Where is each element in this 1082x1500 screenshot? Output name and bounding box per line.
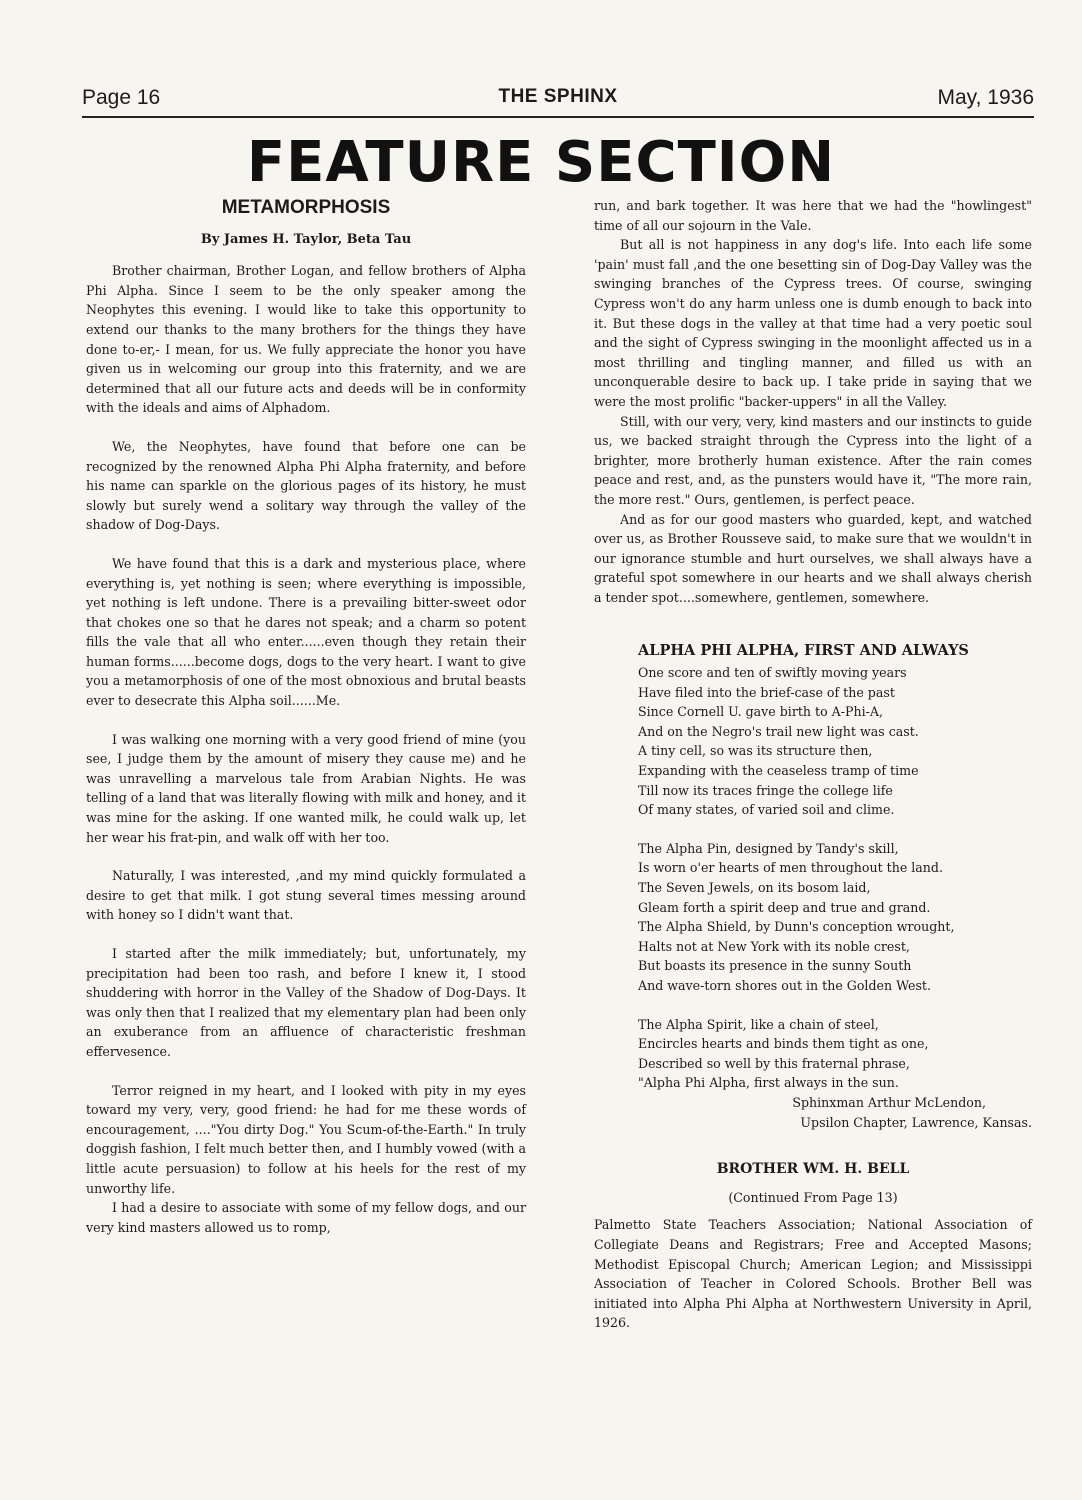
page-number: Page 16 bbox=[82, 86, 161, 109]
right-column bbox=[594, 196, 1032, 1333]
poem bbox=[638, 641, 1032, 1132]
article-paragraph: Naturally, I was interested, ,and my mind quickly formulated a desire to get that milk. I got stung several times messing around with honey so I didn't want that. bbox=[86, 868, 526, 923]
bell-subtitle: (Continued From Page 13) bbox=[728, 1189, 898, 1205]
poem-stanza-2 bbox=[638, 839, 1032, 996]
article-paragraph-continued: But all is not happiness in any dog's life. Into each life some 'pain' must fall ,and the one besetting sin of Dog-Day Valley was the swinging branches of the Cypress trees. Of course, swinging Cypress won't do any harm unless one is dumb enough to back into it. But these dogs in the valley at that time had a very poetic soul and the sight of Cypress swinging in the moonlight affected us in a most thrilling and tingling manner, and filled us with an unconquerable desire to back up. I take pride in saying that we were the most prolific "backer-uppers" in all the Valley. bbox=[594, 237, 1032, 409]
bell-title: BROTHER WM. H. BELL bbox=[716, 1161, 910, 1178]
poem-line: The Seven Jewels, on its bosom laid, bbox=[638, 880, 871, 895]
article-paragraph-continued: run, and bark together. It was here that we had the "howlingest" time of all our sojourn in the Vale. bbox=[594, 198, 1032, 233]
poem-line: The Alpha Pin, designed by Tandy's skill, bbox=[638, 840, 899, 856]
poem-line: Have filed into the brief-case of the past bbox=[638, 684, 895, 700]
article-paragraph: We have found that this is a dark and mysterious place, where everything is, yet nothing is seen; where everything is impossible, yet nothing is left undone. There is a prevailing bitter-sweet odor that chokes one so that he dares not speak; and a charm so potent fills the vale that all who enter......even though they retain their human forms......become dogs, dogs to the very heart. I want to give you a metamorphosis of one of the most obnoxious and brutal beasts ever to desecrate this Alpha soil......Me. bbox=[86, 555, 526, 709]
page-header bbox=[82, 86, 1034, 118]
article-paragraph: I started after the milk immediately; but, unfortunately, my precipitation had been too rash, and before I knew it, I stood shuddering with horror in the Valley of the Shadow of Dog-Days. It was only then that I realized that my elementary plan had been only an exuberance from an affluence of characteristic freshman effervesence. bbox=[86, 946, 526, 1059]
section-banner: FEATURE SECTION bbox=[246, 130, 836, 195]
poem-line: Is worn o'er hearts of men throughout the land. bbox=[638, 860, 943, 876]
poem-line: Till now its traces fringe the college life bbox=[638, 782, 893, 798]
article-paragraph: Brother chairman, Brother Logan, and fellow brothers of Alpha Phi Alpha. Since I seem to be the only speaker among the Neophytes this evening. I would like to take this opportunity to extend our thanks to the many brothers for the things they have done to-er,- I mean, for us. We fully appreciate the honor you have given us in welcoming our group into this fraternity, and we are determined that all our future acts and deeds will be in conformity with the ideals and aims of Alphadom. bbox=[86, 263, 526, 416]
article-paragraph-continued: And as for our good masters who guarded, kept, and watched over us, as Brother Rousseve said, to make sure that we wouldn't in our ignorance stumble and hurt ourselves, we shall always have a grateful spot somewhere in our hearts and we shall always cherish a tender spot....somewhere, gentlemen, somewhere. bbox=[594, 511, 1032, 605]
article-paragraph: We, the Neophytes, have found that before one can be recognized by the renowned Alpha Phi Alpha fraternity, and before his name can sparkle on the glorious pages of its history, he must slowly but surely wend a solitary way through the valley of the shadow of Dog-Days. bbox=[86, 438, 526, 533]
poem-line: "Alpha Phi Alpha, first always in the sun. bbox=[638, 1075, 899, 1091]
poem-stanza-1 bbox=[638, 663, 1032, 820]
poem-line: The Alpha Shield, by Dunn's conception wrought, bbox=[638, 919, 955, 935]
bell-text: Palmetto State Teachers Association; National Association of Collegiate Deans and Registrars; Free and Accepted Masons; Methodist Episcopal Church; American Legion; and Mississippi Association of Teacher in Colored Schools. Brother Bell was initiated into Alpha Phi Alpha at Northwestern University in April, 1926. bbox=[594, 1217, 1032, 1331]
poem-line: Of many states, of varied soil and clime. bbox=[638, 802, 895, 818]
masthead: THE SPHINX bbox=[498, 86, 618, 107]
article-paragraph: Terror reigned in my heart, and I looked with pity in my eyes toward my very, very, good friend: he had for me these words of encouragement, ...."You dirty Dog." You Scum-of-the-Earth." In truly doggish fashion, I felt much better then, and I humbly vowed (with a little acute persuasion) to follow at his heels for the rest of my unworthy life. bbox=[86, 1082, 526, 1196]
poem-signature-chapter: Upsilon Chapter, Lawrence, Kansas. bbox=[800, 1114, 1032, 1130]
poem-line: But boasts its presence in the sunny South bbox=[638, 958, 912, 974]
poem-line: Described so well by this fraternal phrase, bbox=[638, 1055, 910, 1071]
poem-title: ALPHA PHI ALPHA, FIRST AND ALWAYS bbox=[638, 642, 969, 660]
poem-stanza-3 bbox=[638, 1015, 1032, 1133]
poem-line: Halts not at New York with its noble crest, bbox=[638, 938, 910, 954]
poem-line: A tiny cell, so was its structure then, bbox=[638, 743, 873, 759]
article-paragraph-continued: Still, with our very, very, kind masters and our instincts to guide us, we backed straight through the Cypress into the light of a brighter, more brotherly human existence. After the rain comes peace and rest, and, as the punsters would have it, "The more rain, the more rest." Ours, gentlemen, is perfect peace. bbox=[594, 413, 1032, 507]
article-byline: By James H. Taylor, Beta Tau bbox=[200, 231, 412, 247]
issue-date: May, 1936 bbox=[937, 86, 1034, 109]
article-paragraph: I was walking one morning with a very good friend of mine (you see, I judge them by the amount of misery they cause me) and he was unravelling a marvelous tale from Arabian Nights. He was telling of a land that was literally flowing with milk and honey, and it was mine for the asking. If one wanted milk, he could walk up, let her wear his frat-pin, and walk off with her too. bbox=[86, 731, 526, 845]
poem-line: Encircles hearts and binds them tight as one, bbox=[638, 1036, 929, 1052]
poem-line: And wave-torn shores out in the Golden West. bbox=[638, 977, 931, 993]
poem-line: One score and ten of swiftly moving years bbox=[638, 665, 907, 681]
poem-line: Gleam forth a spirit deep and true and grand. bbox=[638, 899, 931, 915]
poem-signature-name: Sphinxman Arthur McLendon, bbox=[792, 1094, 986, 1110]
poem-line: The Alpha Spirit, like a chain of steel, bbox=[638, 1016, 879, 1032]
article-paragraph: I had a desire to associate with some of my fellow dogs, and our very kind masters allowed us to romp, bbox=[86, 1200, 526, 1235]
poem-line: And on the Negro's trail new light was cast. bbox=[638, 723, 919, 739]
poem-line: Expanding with the ceaseless tramp of time bbox=[638, 763, 919, 779]
left-column bbox=[86, 198, 526, 1237]
poem-line: Since Cornell U. gave birth to A-Phi-A, bbox=[638, 704, 883, 720]
article-title: METAMORPHOSIS bbox=[221, 197, 391, 218]
